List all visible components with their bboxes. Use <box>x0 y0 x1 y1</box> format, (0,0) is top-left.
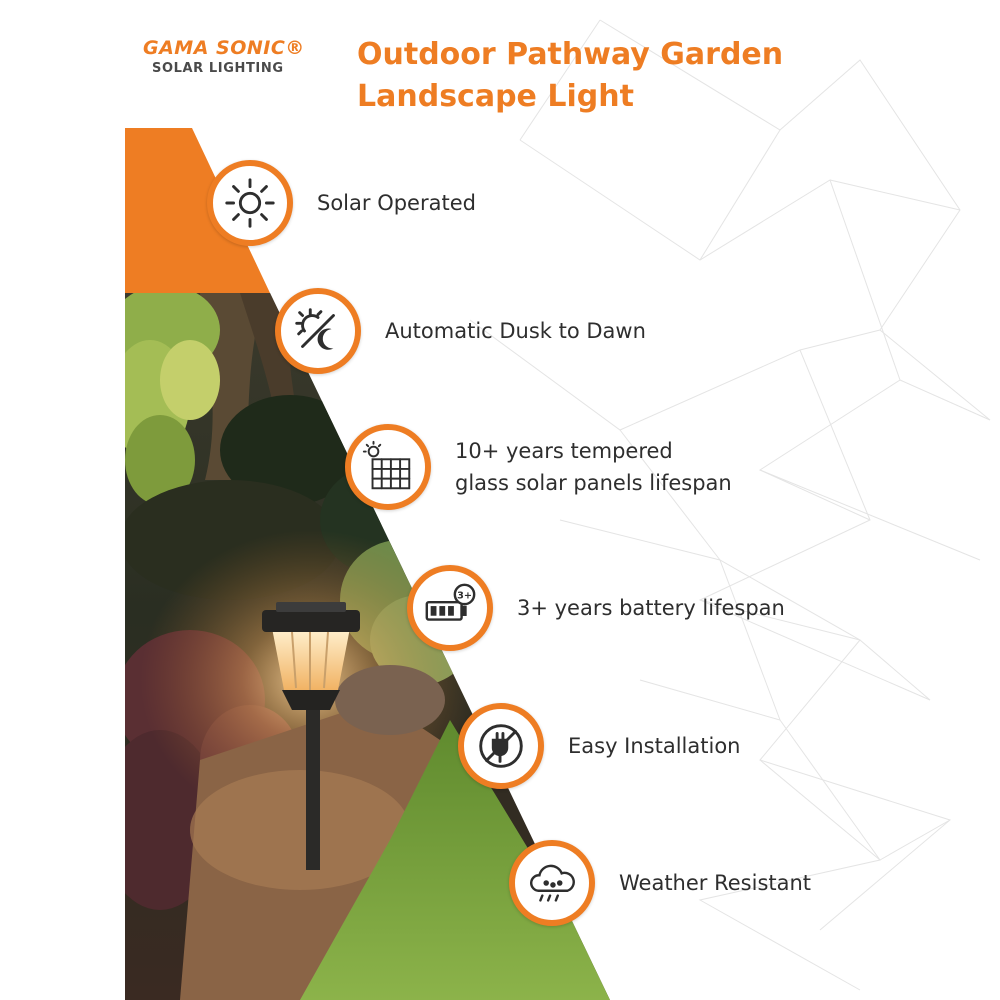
feature-badge <box>275 288 361 374</box>
battery-badge-text: 3+ <box>457 590 472 602</box>
feature-dusk-to-dawn <box>275 288 646 374</box>
page-title <box>357 34 957 118</box>
title-line-2: Landscape Light <box>357 79 634 114</box>
feature-badge <box>407 565 493 651</box>
sun-icon <box>221 174 279 232</box>
feature-label: Solar Operated <box>317 191 476 215</box>
feature-weather-resistant <box>509 840 811 926</box>
brand-logo <box>143 37 323 76</box>
feature-battery-lifespan <box>407 565 785 651</box>
feature-label: Easy Installation <box>568 734 741 758</box>
weather-icon <box>523 854 581 912</box>
no-plug-icon <box>472 717 530 775</box>
feature-badge <box>207 160 293 246</box>
feature-badge <box>345 424 431 510</box>
feature-label: 10+ years tempered glass solar panels lifespan <box>455 439 732 495</box>
feature-easy-installation <box>458 703 741 789</box>
feature-badge <box>509 840 595 926</box>
feature-label: Automatic Dusk to Dawn <box>385 319 646 343</box>
battery-icon <box>421 579 479 637</box>
feature-solar-panel-lifespan <box>345 424 732 510</box>
brand-name: GAMA SONIC® <box>143 37 305 59</box>
feature-label: 3+ years battery lifespan <box>517 596 785 620</box>
feature-solar-operated <box>207 160 476 246</box>
title-line-1: Outdoor Pathway Garden <box>357 37 784 72</box>
feature-badge <box>458 703 544 789</box>
feature-label: Weather Resistant <box>619 871 812 895</box>
brand-subtitle: SOLAR LIGHTING <box>152 61 284 76</box>
dusk-to-dawn-icon <box>289 302 347 360</box>
solar-panel-icon <box>359 438 417 496</box>
